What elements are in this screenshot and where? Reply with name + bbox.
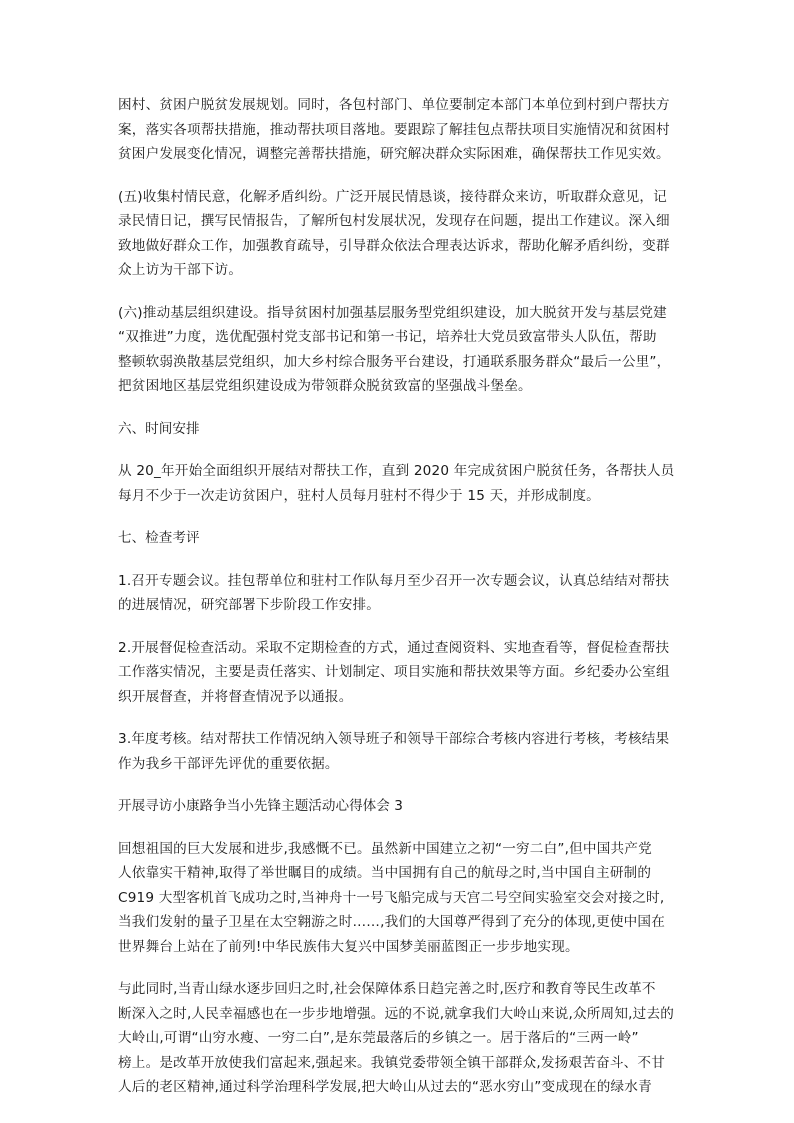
text-line: 工作落实情况，主要是责任落实、计划制定、项目实施和帮扶效果等方面。乡纪委办公室组 [118,664,670,680]
text-line: (五)收集村情民意，化解矛盾纠纷。广泛开展民情恳谈，接待群众来访，听取群众意见，记 [118,188,667,205]
text-line: 贫困户发展变化情况，调整完善帮扶措施，研究解决群众实际困难，确保帮扶工作见实效。 [118,146,670,162]
text-line: 案，落实各项帮扶措施，推动帮扶项目落地。要跟踪了解挂包点帮扶项目实施情况和贫困村 [118,121,670,138]
text-line: 世界舞台上站在了前列!中华民族伟大复兴中国梦美丽蓝图正一步步地实现。 [118,938,579,955]
text-line: 织开展督查，并将督查情况予以通报。 [118,688,353,705]
text-line: 人依靠实干精神,取得了举世瞩目的成绩。当中国拥有自己的航母之时,当中国自主研制的 [118,865,652,881]
text-line: 1.召开专题会议。挂包帮单位和驻村工作队每月至少召开一次专题会议，认真总结结对帮扶 [118,572,670,589]
text-line: 与此同时,当青山绿水逐步回归之时,社会保障体系日趋完善之时,医疗和教育等民生改革不 [118,981,656,997]
section-heading-schedule: 六、时间安排 [118,420,200,437]
text-line: 从 20_年开始全面组织开展结对帮扶工作，直到 2020 年完成贫困户脱贫任务，各帮扶人员 [118,463,675,479]
paragraph-item-3 [118,727,680,776]
text-line: C919 大型客机首飞成功之时,当神舟十一号飞船完成与天宫二号空间实验室交会对接之时, [118,889,665,906]
essay-title: 开展寻访小康路争当小先锋主题活动心得体会 3 [118,798,403,814]
text-line: 回想祖国的巨大发展和进步,我感慨不已。虽然新中国建立之初“一穷二白”,但中国共产党 [118,840,652,857]
paragraph-schedule [118,459,680,508]
section-heading-inspection: 七、检查考评 [118,530,200,546]
text-line: 榜上。是改革开放使我们富起来,强起来。我镇党委带领全镇干部群众,发扬艰苦奋斗、不甘 [118,1054,665,1071]
paragraph-reflection-1 [118,837,680,960]
text-line: 作为我乡干部评先评优的重要依据。 [118,755,339,772]
text-line: 把贫困地区基层党组织建设成为带领群众脱贫致富的坚强战斗堡垒。 [118,378,532,394]
paragraph-item-2 [118,636,680,710]
paragraph-item-1 [118,569,680,618]
paragraph-plan [118,93,680,167]
text-line: 困村、贫困户脱贫发展规划。同时，各包村部门、单位要制定本部门本单位到村到户帮扶方 [118,97,670,113]
text-line: 2.开展督促检查活动。采取不定期检查的方式，通过查阅资料、实地查看等，督促检查帮扶 [118,639,670,656]
paragraph-section-5 [118,185,680,283]
text-line: 众上访为干部下访。 [118,262,243,278]
text-line: 人后的老区精神,通过科学治理科学发展,把大岭山从过去的“恶水穷山”变成现在的绿水青 [118,1079,652,1095]
text-line: 致地做好群众工作，加强教育疏导，引导群众依法合理表达诉求，帮助化解矛盾纠纷，变群 [118,237,670,254]
paragraph-section-6 [118,301,680,399]
text-line: 的进展情况，研究部署下步阶段工作安排。 [118,597,381,613]
document-page [118,93,680,1100]
text-line: 断深入之时,人民幸福感也在一步步地增强。远的不说,就拿我们大岭山来说,众所周知,过去的 [118,1005,675,1022]
text-line: 当我们发射的量子卫星在太空翱游之时……,我们的大国尊严得到了充分的体现,更使中国在 [118,914,665,930]
text-line: 大岭山,可谓“山穷水瘦、一穷二白”,是东莞最落后的乡镇之一。居于落后的“三两一岭” [118,1030,639,1046]
text-line: 录民情日记，撰写民情报告，了解所包村发展状况，发现存在问题，提出工作建议。深入细 [118,213,670,229]
text-line: 每月不少于一次走访贫困户，驻村人员每月驻村不得少于 15 天，并形成制度。 [118,487,600,504]
text-line: (六)推动基层组织建设。指导贫困村加强基层服务型党组织建设，加大脱贫开发与基层党建 [118,304,667,321]
text-line: 整顿软弱涣散基层党组织，加大乡村综合服务平台建设，打通联系服务群众“最后一公里”， [118,353,671,370]
text-line: “双推进”力度，选优配强村党支部书记和第一书记，培养壮大党员致富带头人队伍，帮助 [118,329,657,345]
paragraph-reflection-2 [118,977,680,1100]
text-line: 3.年度考核。结对帮扶工作情况纳入领导班子和领导干部综合考核内容进行考核，考核结果 [118,731,670,747]
